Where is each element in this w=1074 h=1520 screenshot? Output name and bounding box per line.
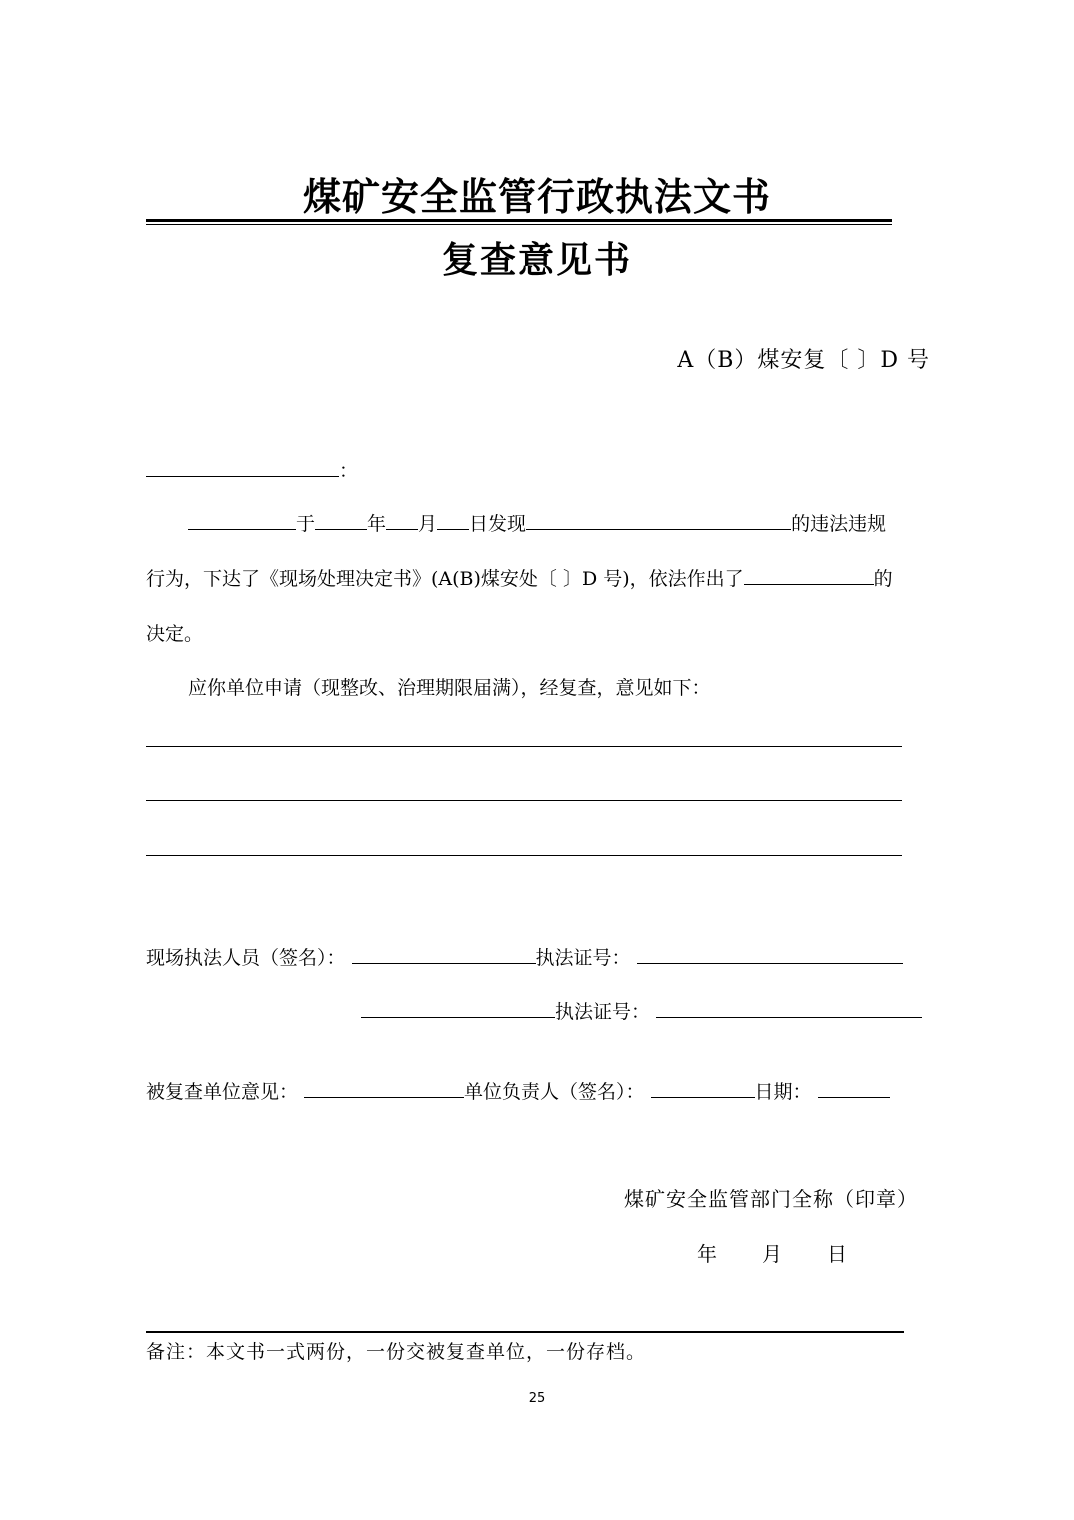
text-violation: 的违法违规 (791, 513, 887, 535)
text-decision-issued: 行为，下达了《现场处理决定书》(A(B)煤安处〔 〕D 号)，依法作出了 (146, 568, 744, 590)
title-rule-thick (146, 219, 892, 222)
day-blank[interactable] (437, 509, 469, 530)
paragraph-line-1 (188, 509, 886, 536)
page-number: 25 (528, 1391, 546, 1406)
cert-number-blank-2[interactable] (656, 997, 922, 1018)
title-rule-thin (146, 224, 892, 225)
month-blank[interactable] (386, 509, 418, 530)
paragraph-line-4: 应你单位申请（现整改、治理期限届满），经复查，意见如下： (188, 677, 711, 699)
unit-opinion-row (146, 1077, 890, 1104)
seal-year: 年 (697, 1242, 717, 1266)
officer-signature-blank-2[interactable] (361, 997, 555, 1018)
document-number: A（B）煤安复〔 〕D 号 (677, 348, 930, 373)
officer-label: 现场执法人员（签名）： (146, 947, 346, 969)
date-label: 日期： (754, 1081, 812, 1103)
cert-label-2: 执法证号： (555, 1001, 651, 1023)
paragraph-line-2 (146, 564, 893, 591)
officer-signature-blank[interactable] (352, 943, 536, 964)
recipient-blank[interactable] (146, 456, 339, 477)
text-day-found: 日发现 (469, 513, 527, 535)
cert-number-blank-1[interactable] (637, 943, 903, 964)
footer-note: 备注：本文书一式两份，一份交被复查单位，一份存档。 (146, 1341, 647, 1363)
officer-signature-row-2 (361, 997, 922, 1024)
unit-opinion-blank[interactable] (304, 1077, 464, 1098)
text-year: 年 (367, 513, 387, 535)
unit-head-signature-blank[interactable] (651, 1077, 755, 1098)
seal-day: 日 (827, 1242, 847, 1266)
seal-text: 煤矿安全监管部门全称（印章） (624, 1187, 918, 1211)
seal-month: 月 (762, 1242, 782, 1266)
officer-signature-row (146, 943, 903, 970)
decision-blank[interactable] (744, 564, 874, 585)
unit-head-label: 单位负责人（签名）： (464, 1081, 645, 1103)
recipient-colon: ： (339, 460, 359, 482)
unit-opinion-label: 被复查单位意见： (146, 1081, 299, 1103)
opinion-line-1[interactable] (146, 746, 902, 747)
opinion-line-2[interactable] (146, 800, 902, 801)
entity-blank[interactable] (188, 509, 296, 530)
opinion-line-3[interactable] (146, 855, 902, 856)
date-blank[interactable] (818, 1077, 890, 1098)
text-de: 的 (873, 568, 893, 590)
document-title: 煤矿安全监管行政执法文书 (302, 175, 771, 219)
text-yu: 于 (296, 513, 316, 535)
recipient-line (146, 456, 358, 483)
violation-location-blank[interactable] (526, 509, 791, 530)
year-blank[interactable] (315, 509, 367, 530)
cert-label-1: 执法证号： (535, 947, 631, 969)
text-month: 月 (418, 513, 438, 535)
paragraph-line-3: 决定。 (146, 623, 204, 645)
document-subtitle: 复查意见书 (441, 240, 632, 281)
note-rule (146, 1331, 904, 1333)
